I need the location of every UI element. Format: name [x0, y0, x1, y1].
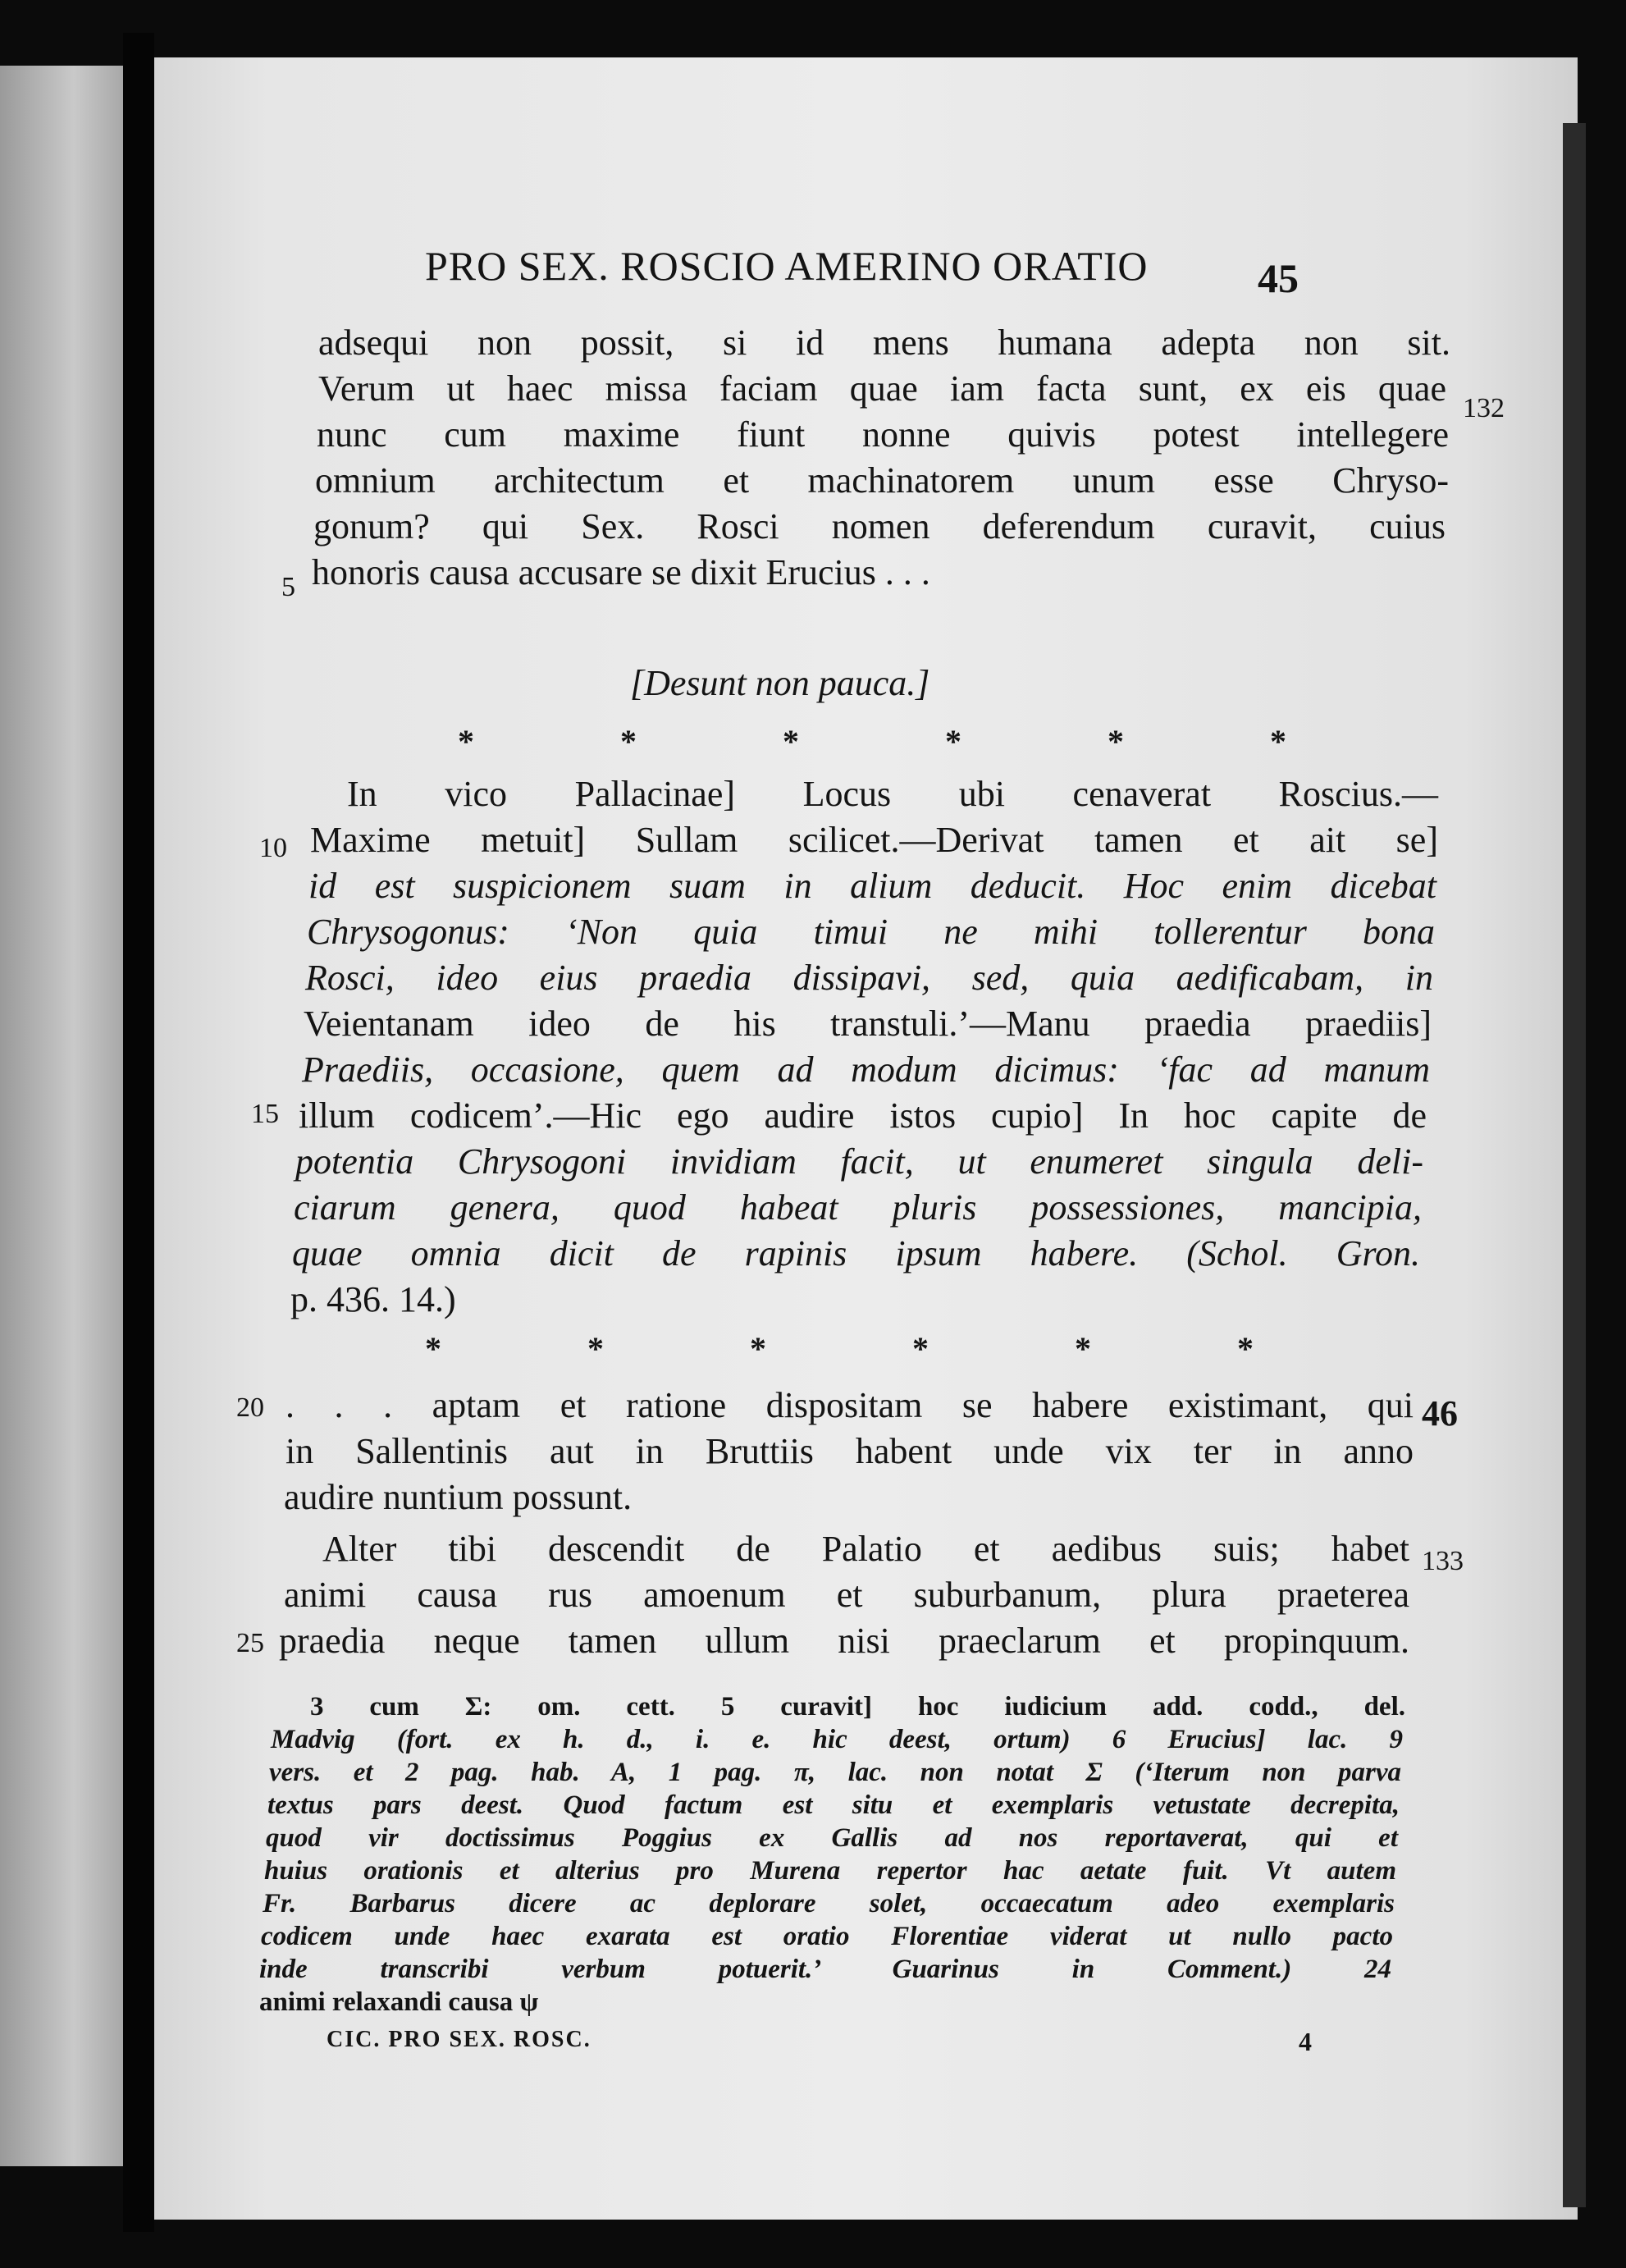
line-number: 20	[236, 1392, 264, 1423]
asterisk: *	[1108, 723, 1124, 760]
text-line: nunc cum maxime fiunt nonne quivis potest intellegere	[317, 414, 1449, 455]
apparatus-line: Madvig (fort. ex h. d., i. e. hic deest, ortum) 6 Erucius] lac. 9	[271, 1725, 1403, 1754]
page-number: 45	[1258, 255, 1299, 301]
apparatus-line: vers. et 2 pag. hab. A, 1 pag. π, lac. non notat Σ (‘Iterum non parva	[269, 1758, 1401, 1787]
asterisk: *	[750, 1330, 766, 1367]
book-page	[154, 57, 1578, 2220]
scholia-line: potentia Chrysogoni invidiam facit, ut enumeret singula deli-	[295, 1141, 1423, 1182]
asterisk-row	[425, 1329, 1254, 1368]
line-number: 15	[251, 1099, 279, 1129]
apparatus-line: inde transcribi verbum potuerit.’ Guarinus in Comment.) 24	[259, 1955, 1391, 1984]
apparatus-line: Fr. Barbarus dicere ac deplorare solet, occaecatum adeo exemplaris	[263, 1889, 1395, 1918]
line-number: 25	[236, 1628, 264, 1658]
apparatus-line: 3 cum Σ: om. cett. 5 curavit] hoc iudicium add. codd., del.	[310, 1692, 1405, 1722]
scholia-line: illum codicem’.—Hic ego audire istos cupio] In hoc capite de	[299, 1095, 1427, 1136]
apparatus-line: quod vir doctissimus Poggius ex Gallis ad nos reportaverat, qui et	[266, 1823, 1398, 1853]
asterisk-row	[458, 722, 1286, 761]
text-line: audire nuntium possunt.	[284, 1477, 633, 1517]
line-number: 5	[281, 572, 295, 602]
asterisk: *	[425, 1330, 441, 1367]
asterisk: *	[1270, 723, 1286, 760]
asterisk: *	[912, 1330, 929, 1367]
scholia-line: In vico Pallacinae] Locus ubi cenaverat Roscius.—	[347, 774, 1438, 814]
apparatus-line: textus pars deest. Quod factum est situ et exemplaris vetustate decrepita,	[267, 1790, 1400, 1820]
text-line: animi causa rus amoenum et suburbanum, plura praeterea	[284, 1575, 1409, 1615]
asterisk: *	[458, 723, 474, 760]
asterisk: *	[587, 1330, 604, 1367]
line-number: 10	[259, 833, 287, 863]
book-gutter	[123, 33, 154, 2232]
section-number: 46	[1422, 1393, 1458, 1434]
scholia-line: id est suspicionem suam in alium deducit. Hoc enim dicebat	[308, 866, 1436, 906]
text-line: adsequi non possit, si id mens humana adepta non sit.	[318, 322, 1450, 363]
apparatus-line: animi relaxandi causa ψ	[259, 1987, 539, 2017]
text-line: . . . aptam et ratione dispositam se habere existimant, qui	[285, 1385, 1414, 1425]
scholia-line: Maxime metuit] Sullam scilicet.—Derivat tamen et ait se]	[310, 820, 1438, 860]
scholia-line: Rosci, ideo eius praedia dissipavi, sed, quia aedificabam, in	[305, 958, 1433, 998]
text-line: in Sallentinis aut in Bruttiis habent unde vix ter in anno	[285, 1431, 1414, 1471]
asterisk: *	[620, 723, 637, 760]
apparatus-line: codicem unde haec exarata est oratio Florentiae viderat ut nullo pacto	[261, 1922, 1393, 1951]
lacuna-note: [Desunt non pauca.]	[630, 663, 930, 703]
text-line: honoris causa accusare se dixit Erucius . . .	[312, 552, 930, 592]
asterisk: *	[783, 723, 799, 760]
scholia-line: Praediis, occasione, quem ad modum dicimus: ‘fac ad manum	[302, 1049, 1430, 1090]
scholia-line: ciarum genera, quod habeat pluris possessiones, mancipia,	[294, 1187, 1422, 1228]
section-number: 133	[1422, 1546, 1464, 1576]
page-edge-shadow	[1563, 123, 1586, 2207]
scholia-line: Veientanam ideo de his transtuli.’—Manu praedia praediis]	[304, 1004, 1432, 1044]
section-number: 132	[1463, 393, 1505, 423]
text-line: Alter tibi descendit de Palatio et aedibus suis; habet	[322, 1529, 1409, 1569]
scholia-line: Chrysogonus: ‘Non quia timui ne mihi tollerentur bona	[307, 912, 1435, 952]
running-title: PRO SEX. ROSCIO AMERINO ORATIO	[425, 243, 1149, 289]
scholia-line: quae omnia dicit de rapinis ipsum habere. (Schol. Gron.	[292, 1233, 1420, 1273]
facing-page-edge	[0, 66, 123, 2166]
apparatus-line: huius orationis et alterius pro Murena repertor hac aetate fuit. Vt autem	[264, 1856, 1396, 1886]
asterisk: *	[945, 723, 961, 760]
text-line: praedia neque tamen ullum nisi praeclarum et propinquum.	[279, 1621, 1409, 1661]
sheet-number: 4	[1299, 2027, 1312, 2056]
asterisk: *	[1237, 1330, 1254, 1367]
scholia-line: p. 436. 14.)	[290, 1279, 456, 1319]
asterisk: *	[1075, 1330, 1091, 1367]
text-line: omnium architectum et machinatorem unum esse Chryso-	[315, 460, 1449, 501]
text-line: Verum ut haec missa faciam quae iam facta sunt, ex eis quae	[318, 368, 1446, 409]
text-line: gonum? qui Sex. Rosci nomen deferendum curavit, cuius	[313, 506, 1446, 546]
signature-line: CIC. PRO SEX. ROSC.	[327, 2027, 591, 2052]
